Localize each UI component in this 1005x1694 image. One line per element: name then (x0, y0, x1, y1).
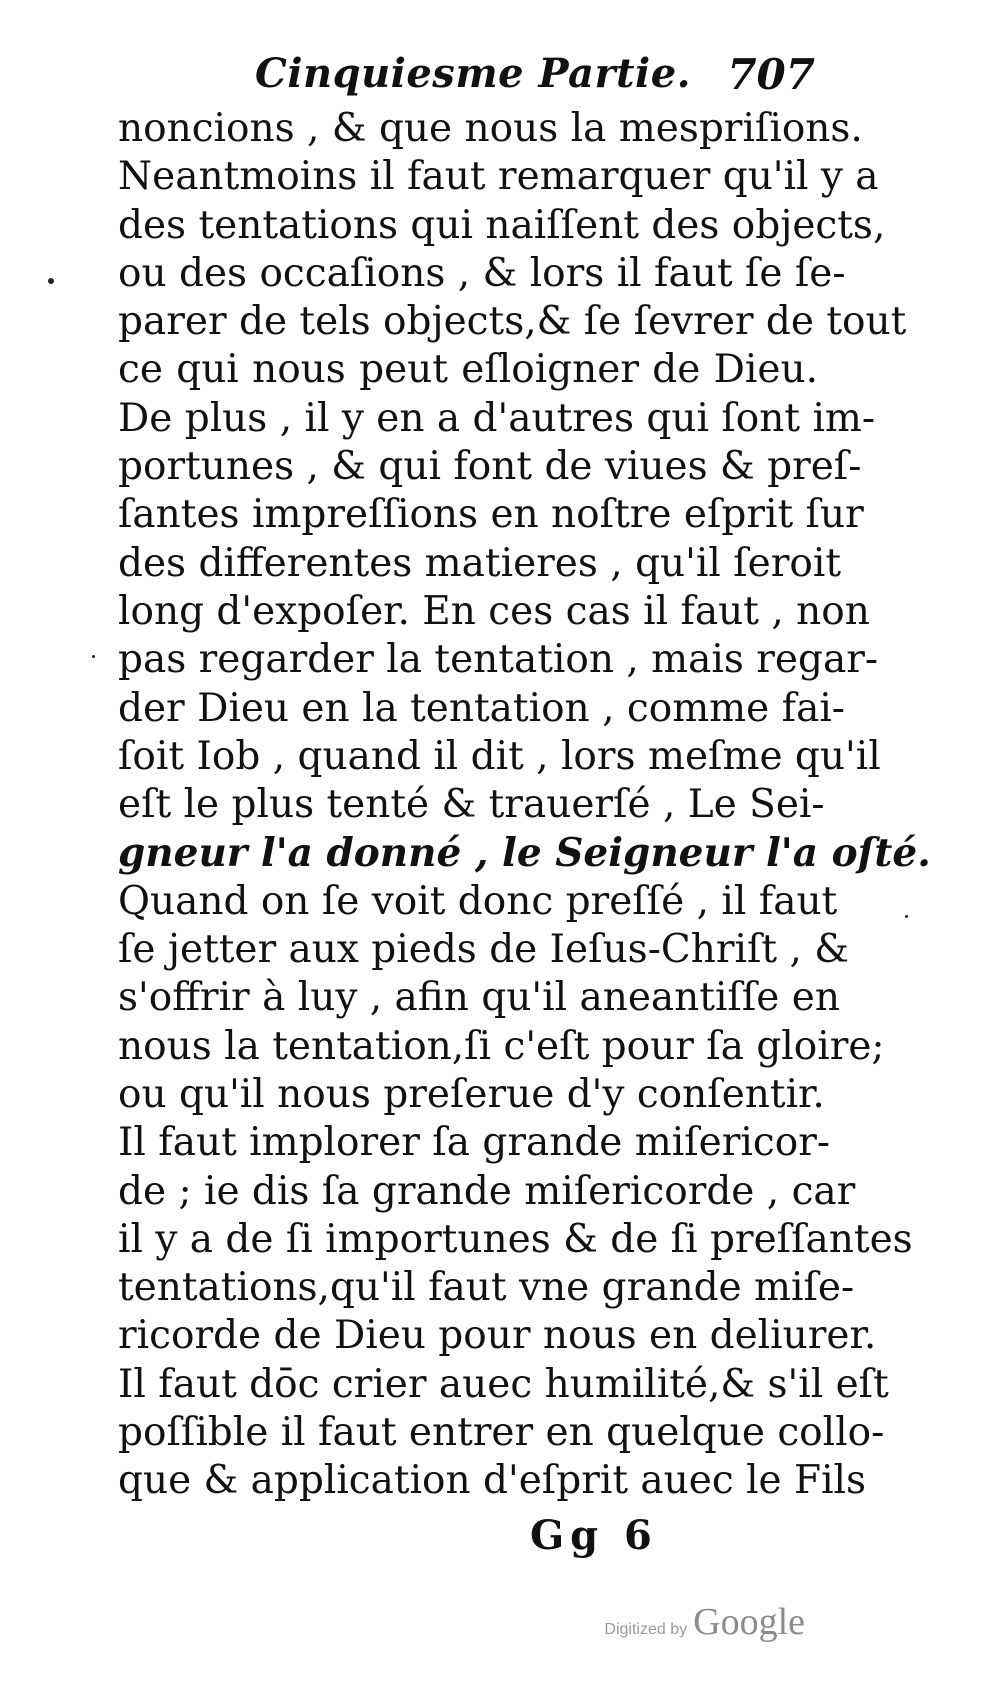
running-title: Cinquiesme Partie. (255, 50, 692, 97)
text-line: parer de tels objects,& ſe ſevrer de tout (118, 299, 907, 345)
digitization-footer (604, 1600, 805, 1644)
text-line: ou qu'il nous preſerue d'y conſentir. (118, 1071, 825, 1117)
text-line: eſt le plus tenté & trauerſé , Le Sei- (118, 782, 825, 828)
text-line: De plus , il y en a d'autres qui ſont im- (118, 395, 876, 441)
text-line: nous la tentation,ſi c'eſt pour ſa gloire; (118, 1023, 885, 1069)
running-head (255, 50, 815, 110)
text-line: Il faut dōc crier auec humilité,& s'il eſt (118, 1361, 889, 1407)
text-line: poſſible il faut entrer en quelque collo- (118, 1410, 885, 1456)
body-text (118, 105, 931, 1506)
google-logo: Google (693, 1601, 805, 1643)
text-line: ce qui nous peut eſloigner de Dieu. (118, 347, 818, 393)
text-line-italic-quote: gneur l'a donné , le Seigneur l'a oſté. (118, 830, 931, 877)
text-line: que & application d'eſprit auec le Fils (118, 1458, 867, 1504)
ink-speck (48, 278, 54, 284)
ink-speck (92, 655, 95, 658)
text-line: long d'expoſer. En ces cas il faut , non (118, 588, 870, 634)
text-line: pas regarder la tentation , mais regar- (118, 637, 879, 683)
text-line: portunes , & qui font de viues & preſ- (118, 444, 862, 490)
text-line: il y a de ſi importunes & de ſi preſſantes (118, 1216, 913, 1262)
text-line: Il faut implorer ſa grande miſericor- (118, 1120, 831, 1166)
text-line: des differentes matieres , qu'il ſeroit (118, 540, 842, 586)
text-line: de ; ie dis ſa grande miſericorde , car (118, 1168, 856, 1214)
digitized-by-label: Digitized by (604, 1621, 688, 1638)
ink-speck (905, 915, 908, 918)
text-line: des tentations qui naiſſent des objects, (118, 202, 886, 248)
page-number: 707 (727, 50, 815, 99)
text-line: ou des occaſions , & lors il faut ſe ſe- (118, 250, 846, 296)
text-line: ſoit Iob , quand il dit , lors meſme qu'il (118, 733, 881, 779)
text-line: noncions , & que nous la mespriſions. (118, 106, 863, 151)
text-line: ſe jetter aux pieds de Ieſus-Chriſt , & (118, 927, 849, 973)
text-line: s'offrir à luy , afin qu'il aneantiſſe en (118, 975, 840, 1021)
text-line: Neantmoins il faut remarquer qu'il y a (118, 154, 879, 200)
text-line: Quand on ſe voit donc preſſé , il faut (118, 878, 838, 924)
text-line: tentations,qu'il faut vne grande miſe- (118, 1265, 855, 1311)
text-line: ricorde de Dieu pour nous en deliurer. (118, 1313, 877, 1359)
text-line: der Dieu en la tentation , comme fai- (118, 685, 845, 731)
text-line: ſantes impreſſions en noſtre eſprit ſur (118, 492, 864, 538)
catchword: Gg 6 (530, 1512, 658, 1559)
